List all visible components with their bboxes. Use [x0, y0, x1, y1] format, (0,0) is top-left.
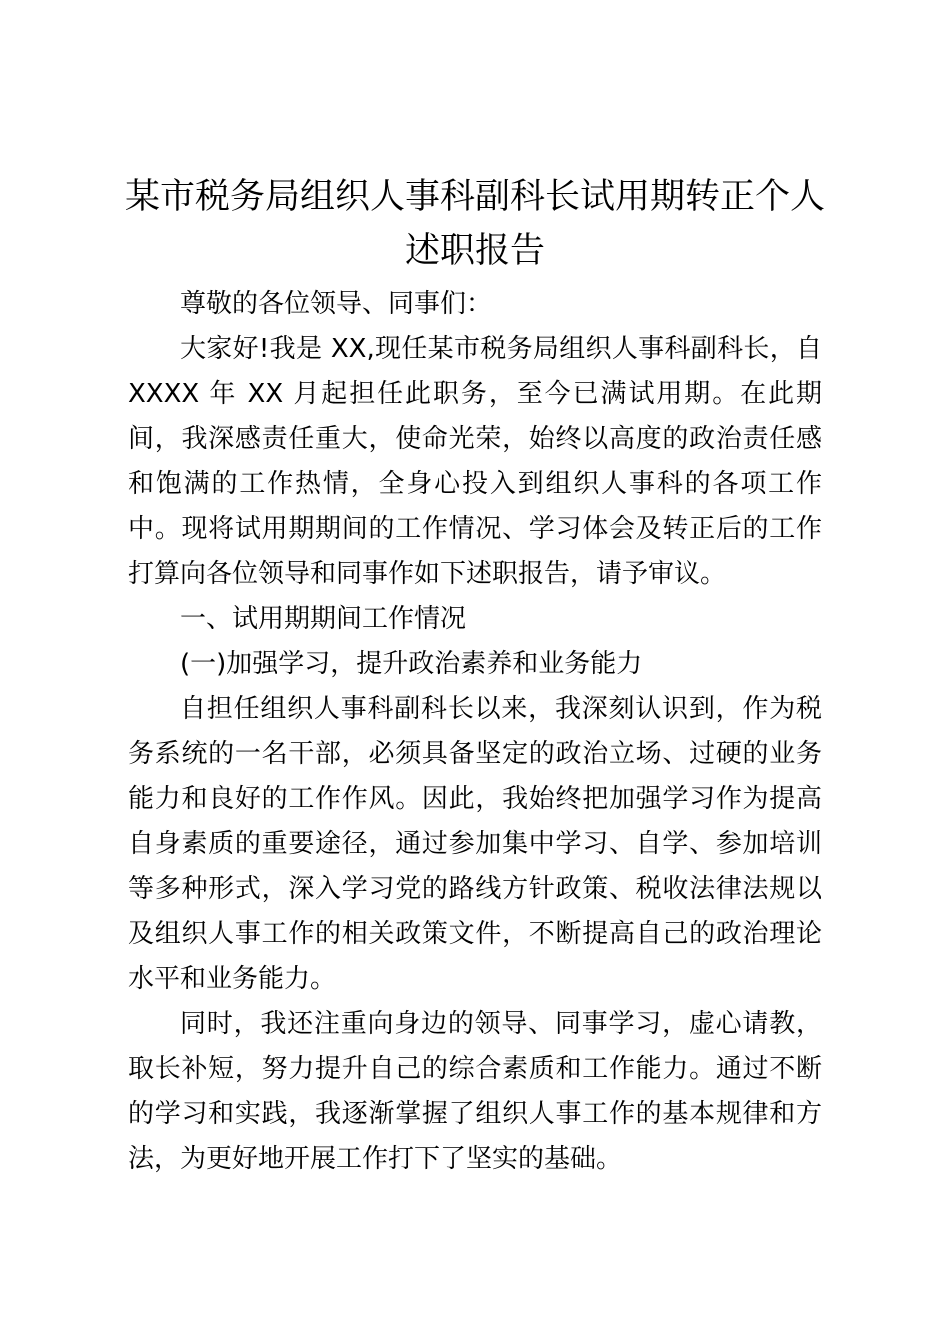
section-heading-1: 一、试用期期间工作情况 — [180, 604, 467, 634]
body-paragraph-1: 自担任组织人事科副科长以来，我深刻认识到，作为税务系统的一名干部，必须具备坚定的政治立场、过硬的业务能力和良好的工作作风。因此，我始终把加强学习作为提高自身素质的重要途径，通过参加集中学习、自学、参加培训等多种形式，深入学习党的路线方针政策、税收法律法规以及组织人事工作的相关政策文件，不断提高自己的政治理论水平和业务能力。 — [128, 694, 822, 994]
title-line-1: 某市税务局组织人事科副科长试用期转正个人 — [124, 177, 825, 217]
subsection-heading-1: (一)加强学习，提升政治素养和业务能力 — [180, 649, 643, 679]
title-line-2: 述职报告 — [404, 231, 545, 271]
body-paragraph-2: 同时，我还注重向身边的领导、同事学习，虚心请教，取长补短，努力提升自己的综合素质和工作能力。通过不断的学习和实践，我逐渐掌握了组织人事工作的基本规律和方法，为更好地开展工作打下了坚实的基础。 — [128, 1009, 822, 1174]
intro-paragraph: 大家好!我是 XX,现任某市税务局组织人事科副科长，自 XXXX 年 XX 月起担任此职务，至今已满试用期。在此期间，我深感责任重大，使命光荣，始终以高度的政治责任感和饱满的工作热情，全身心投入到组织人事科的各项工作中。现将试用期期间的工作情况、学习体会及转正后的工作打算向各位领导和同事作如下述职报告，请予审议。 — [128, 334, 822, 589]
document-page — [124, 170, 825, 1182]
salutation: 尊敬的各位领导、同事们： — [180, 289, 493, 319]
document-title — [108, 170, 842, 278]
